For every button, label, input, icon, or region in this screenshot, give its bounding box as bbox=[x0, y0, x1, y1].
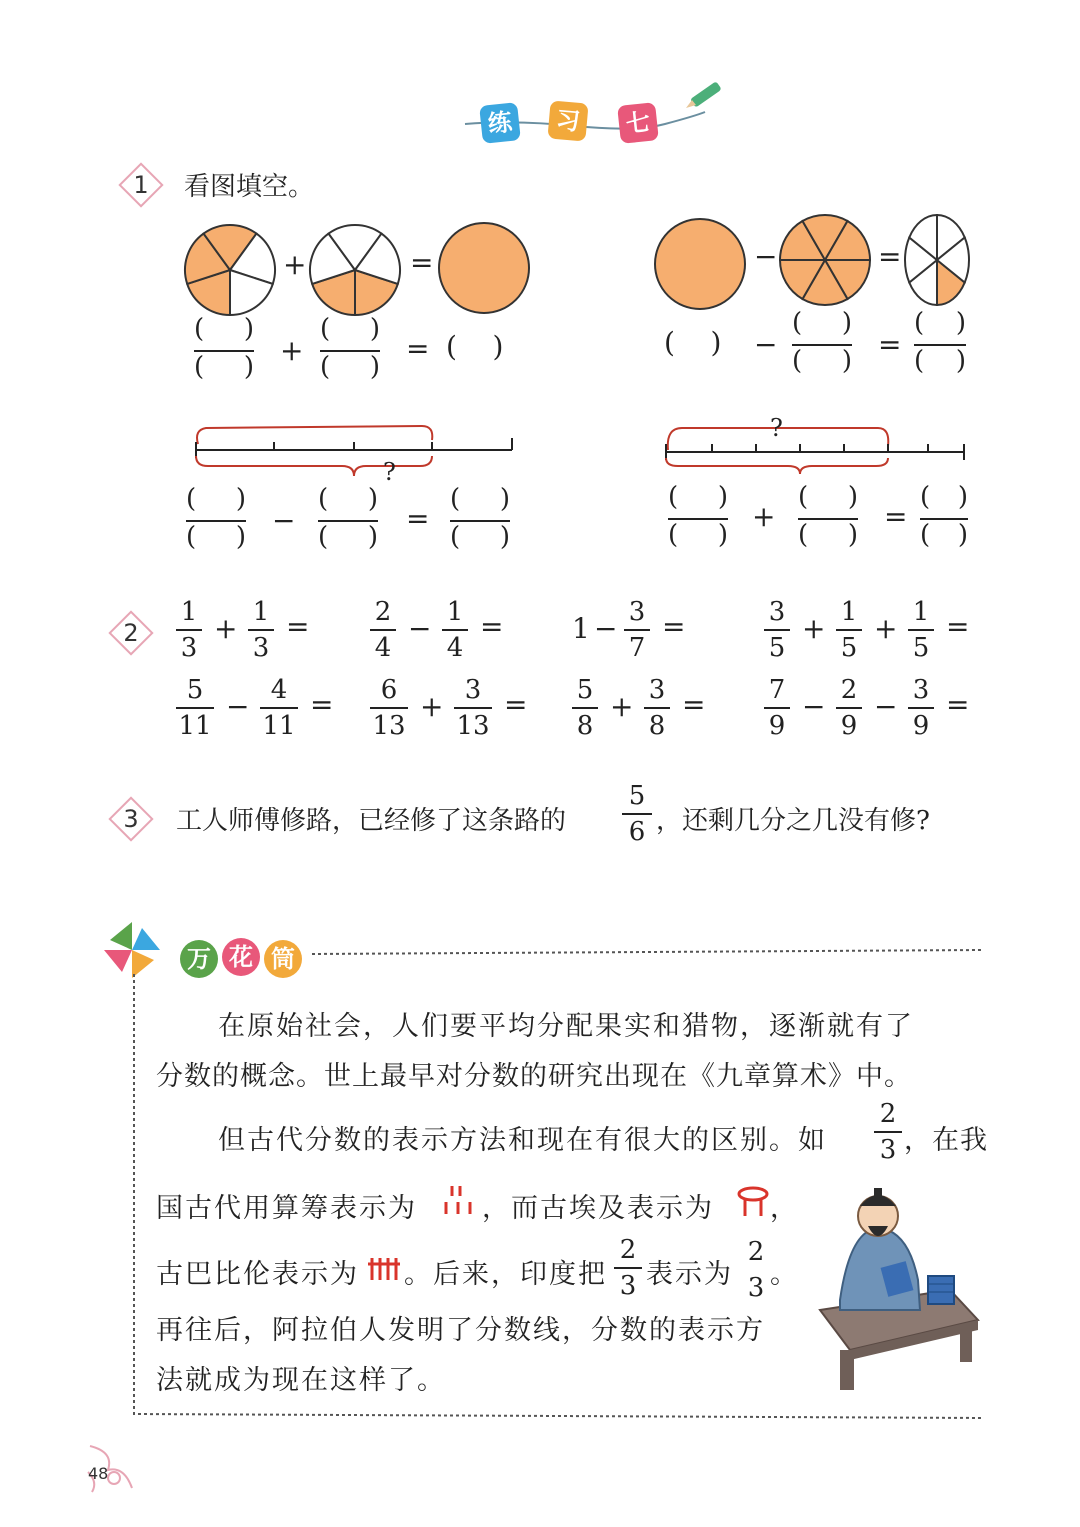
numerator: 5 bbox=[628, 781, 646, 811]
pie-fifths-three-shaded bbox=[182, 222, 278, 318]
indian-fraction-no-bar: 2 3 bbox=[747, 1237, 765, 1303]
fraction-bar bbox=[624, 629, 650, 631]
fraction-bar bbox=[836, 707, 862, 709]
q2-number-marker: 2 bbox=[108, 610, 154, 656]
answer-blank-fraction[interactable]: ( ) ( ) bbox=[318, 484, 378, 552]
story-line: ，而古埃及表示为 bbox=[482, 1193, 714, 1224]
equals-sign: = bbox=[878, 328, 902, 361]
numerator: 1 bbox=[912, 597, 930, 627]
fraction bbox=[248, 596, 274, 664]
numerator: 3 bbox=[648, 675, 666, 705]
fraction-bar bbox=[248, 629, 274, 631]
fraction-bar bbox=[908, 629, 934, 631]
answer-blank-fraction[interactable]: ( ) ( ) bbox=[920, 482, 968, 550]
operator: − bbox=[802, 690, 826, 723]
fraction bbox=[260, 674, 298, 742]
equals-sign: = bbox=[884, 500, 908, 533]
numerator: 2 bbox=[374, 597, 392, 627]
numerator: 3 bbox=[912, 675, 930, 705]
equals-sign: = bbox=[504, 688, 528, 721]
operator: − bbox=[226, 690, 250, 723]
story-line: 再往后，阿拉伯人发明了分数线，分数的表示方 bbox=[156, 1315, 765, 1346]
ancient-scholar-illustration bbox=[800, 1180, 982, 1400]
fraction-bar bbox=[370, 707, 408, 709]
operator: − bbox=[408, 612, 432, 645]
story-line: 。 bbox=[770, 1259, 799, 1290]
question-mark: ? bbox=[383, 458, 396, 486]
fraction bbox=[908, 596, 934, 664]
babylonian-fraction-icon bbox=[364, 1254, 404, 1284]
fraction-bar bbox=[836, 629, 862, 631]
denominator: 11 bbox=[262, 711, 296, 741]
story-line: ，在我 bbox=[904, 1125, 988, 1156]
fraction bbox=[908, 674, 934, 742]
fraction-bar bbox=[176, 629, 202, 631]
plus-sign: + bbox=[752, 500, 776, 533]
plus-sign: + bbox=[283, 248, 307, 281]
pie-full-shaded bbox=[652, 216, 748, 312]
fraction bbox=[644, 674, 670, 742]
story-line: 古巴比伦表示为 bbox=[156, 1259, 359, 1290]
whole-number: 1 bbox=[572, 612, 590, 645]
equals-sign: = bbox=[878, 240, 902, 273]
answer-blank-fraction[interactable]: ( ) ( ) bbox=[668, 482, 728, 550]
answer-blank-fraction[interactable]: ( ) ( ) bbox=[798, 482, 858, 550]
fraction-bar bbox=[572, 707, 598, 709]
egyptian-fraction-icon bbox=[736, 1186, 770, 1218]
header-char-1: 练 bbox=[479, 102, 521, 144]
operator: + bbox=[420, 690, 444, 723]
story-fraction: 2 3 bbox=[874, 1098, 902, 1166]
answer-blank-fraction[interactable]: ( ) ( ) bbox=[186, 484, 246, 552]
denominator: 13 bbox=[456, 711, 490, 741]
denominator: 8 bbox=[648, 711, 666, 741]
counting-rods-two-thirds-icon bbox=[440, 1182, 482, 1218]
fraction-bar bbox=[764, 707, 790, 709]
denominator: 9 bbox=[840, 711, 858, 741]
pie-sixths-all-shaded bbox=[777, 212, 873, 308]
operator: − bbox=[874, 690, 898, 723]
fraction bbox=[836, 596, 862, 664]
exercise-header bbox=[455, 90, 735, 150]
story-line: 在原始社会，人们要平均分配果实和猎物，逐渐就有了 bbox=[218, 1011, 914, 1042]
story-line: 但古代分数的表示方法和现在有很大的区别。如 bbox=[218, 1125, 827, 1156]
story-fraction: 2 3 bbox=[614, 1234, 642, 1302]
numerator: 5 bbox=[576, 675, 594, 705]
pie-slice bbox=[439, 223, 529, 313]
equals-sign: = bbox=[682, 688, 706, 721]
pie-sixths-one-shaded bbox=[902, 212, 972, 308]
story-line: 国古代用算筹表示为 bbox=[156, 1193, 417, 1224]
story-line: 表示为 bbox=[646, 1259, 733, 1290]
denominator: 4 bbox=[446, 633, 464, 663]
fraction-bar bbox=[454, 707, 492, 709]
fraction-bar bbox=[370, 629, 396, 631]
equals-sign: = bbox=[406, 332, 430, 365]
denominator: 6 bbox=[628, 817, 646, 847]
denominator: 5 bbox=[840, 633, 858, 663]
fraction bbox=[176, 596, 202, 664]
fraction bbox=[836, 674, 862, 742]
equals-sign: = bbox=[406, 502, 430, 535]
answer-blank-fraction[interactable]: ( ) ( ) bbox=[320, 314, 380, 382]
denominator: 5 bbox=[768, 633, 786, 663]
q3-number-marker: 3 bbox=[108, 796, 154, 842]
answer-blank-fraction[interactable]: ( ) ( ) bbox=[194, 314, 254, 382]
numerator: 1 bbox=[840, 597, 858, 627]
pencil-icon bbox=[680, 78, 730, 118]
denominator: 3 bbox=[180, 633, 198, 663]
equals-sign: = bbox=[480, 610, 504, 643]
operator: + bbox=[874, 612, 898, 645]
denominator: 4 bbox=[374, 633, 392, 663]
operator: + bbox=[802, 612, 826, 645]
numerator: 3 bbox=[768, 597, 786, 627]
numerator: 5 bbox=[186, 675, 204, 705]
equals-sign: = bbox=[662, 610, 686, 643]
denominator: 13 bbox=[372, 711, 406, 741]
q1-prompt: 看图填空。 bbox=[184, 172, 315, 202]
fraction bbox=[764, 674, 790, 742]
fraction-bar bbox=[908, 707, 934, 709]
operator: + bbox=[610, 690, 634, 723]
answer-blank[interactable]: ( ) bbox=[664, 326, 722, 359]
fraction-bar bbox=[260, 707, 298, 709]
fraction bbox=[370, 674, 408, 742]
equals-sign: = bbox=[946, 610, 970, 643]
segment-diagram-left bbox=[186, 410, 522, 490]
denominator: 9 bbox=[912, 711, 930, 741]
numerator: 1 bbox=[252, 597, 270, 627]
header-char-3: 七 bbox=[617, 102, 659, 144]
header-char-2: 习 bbox=[547, 100, 588, 141]
kaleidoscope-title-char-3: 筒 bbox=[264, 940, 302, 978]
numerator: 6 bbox=[380, 675, 398, 705]
denominator: 9 bbox=[768, 711, 786, 741]
kaleidoscope-title-char-2: 花 bbox=[222, 938, 260, 976]
numerator: 1 bbox=[446, 597, 464, 627]
plus-sign: + bbox=[280, 334, 304, 367]
numerator: 1 bbox=[180, 597, 198, 627]
q3-fraction bbox=[622, 780, 652, 848]
page-number: 48 bbox=[88, 1464, 109, 1483]
pie-slice bbox=[655, 219, 745, 309]
fraction bbox=[454, 674, 492, 742]
fraction bbox=[176, 674, 214, 742]
minus-sign: − bbox=[272, 504, 296, 537]
q3-text-before: 工人师傅修路，已经修了这条路的 bbox=[176, 806, 567, 836]
answer-blank-fraction[interactable]: ( ) ( ) bbox=[914, 308, 966, 376]
fraction-bar bbox=[176, 707, 214, 709]
denominator: 11 bbox=[178, 711, 212, 741]
fraction bbox=[764, 596, 790, 664]
equals-sign: = bbox=[410, 246, 434, 279]
story-line: 分数的概念。世上最早对分数的研究出现在《九章算术》中。 bbox=[156, 1061, 912, 1092]
minus-sign: − bbox=[754, 328, 778, 361]
fraction bbox=[442, 596, 468, 664]
denominator: 5 bbox=[912, 633, 930, 663]
answer-blank-fraction[interactable]: ( ) ( ) bbox=[450, 484, 510, 552]
story-line: 法就成为现在这样了。 bbox=[156, 1365, 446, 1396]
equals-sign: = bbox=[310, 688, 334, 721]
denominator: 3 bbox=[252, 633, 270, 663]
equals-sign: = bbox=[946, 688, 970, 721]
pie-fifths-two-shaded bbox=[307, 222, 403, 318]
kaleidoscope-title-char-1: 万 bbox=[180, 940, 218, 978]
answer-blank-fraction[interactable]: ( ) ( ) bbox=[792, 308, 852, 376]
segment-diagram-right bbox=[660, 410, 970, 480]
denominator: 7 bbox=[628, 633, 646, 663]
pie-full-shaded bbox=[436, 220, 532, 316]
fraction-bar bbox=[644, 707, 670, 709]
operator: + bbox=[214, 612, 238, 645]
question-mark: ? bbox=[770, 414, 783, 442]
answer-blank[interactable]: ( ) bbox=[446, 330, 504, 363]
q3-text-after: ，还剩几分之几没有修? bbox=[656, 806, 930, 836]
numerator: 3 bbox=[628, 597, 646, 627]
numerator: 7 bbox=[768, 675, 786, 705]
story-line: 。后来，印度把 bbox=[404, 1259, 607, 1290]
numerator: 3 bbox=[464, 675, 482, 705]
numerator: 2 bbox=[840, 675, 858, 705]
fraction bbox=[370, 596, 396, 664]
fraction-bar bbox=[442, 629, 468, 631]
denominator: 8 bbox=[576, 711, 594, 741]
minus-sign: − bbox=[754, 240, 778, 273]
equals-sign: = bbox=[286, 610, 310, 643]
story-line: ， bbox=[770, 1193, 799, 1224]
fraction bbox=[624, 596, 650, 664]
q1-number-marker: 1 bbox=[118, 162, 164, 208]
fraction bbox=[572, 674, 598, 742]
operator: − bbox=[594, 612, 618, 645]
fraction-bar bbox=[764, 629, 790, 631]
numerator: 4 bbox=[270, 675, 288, 705]
